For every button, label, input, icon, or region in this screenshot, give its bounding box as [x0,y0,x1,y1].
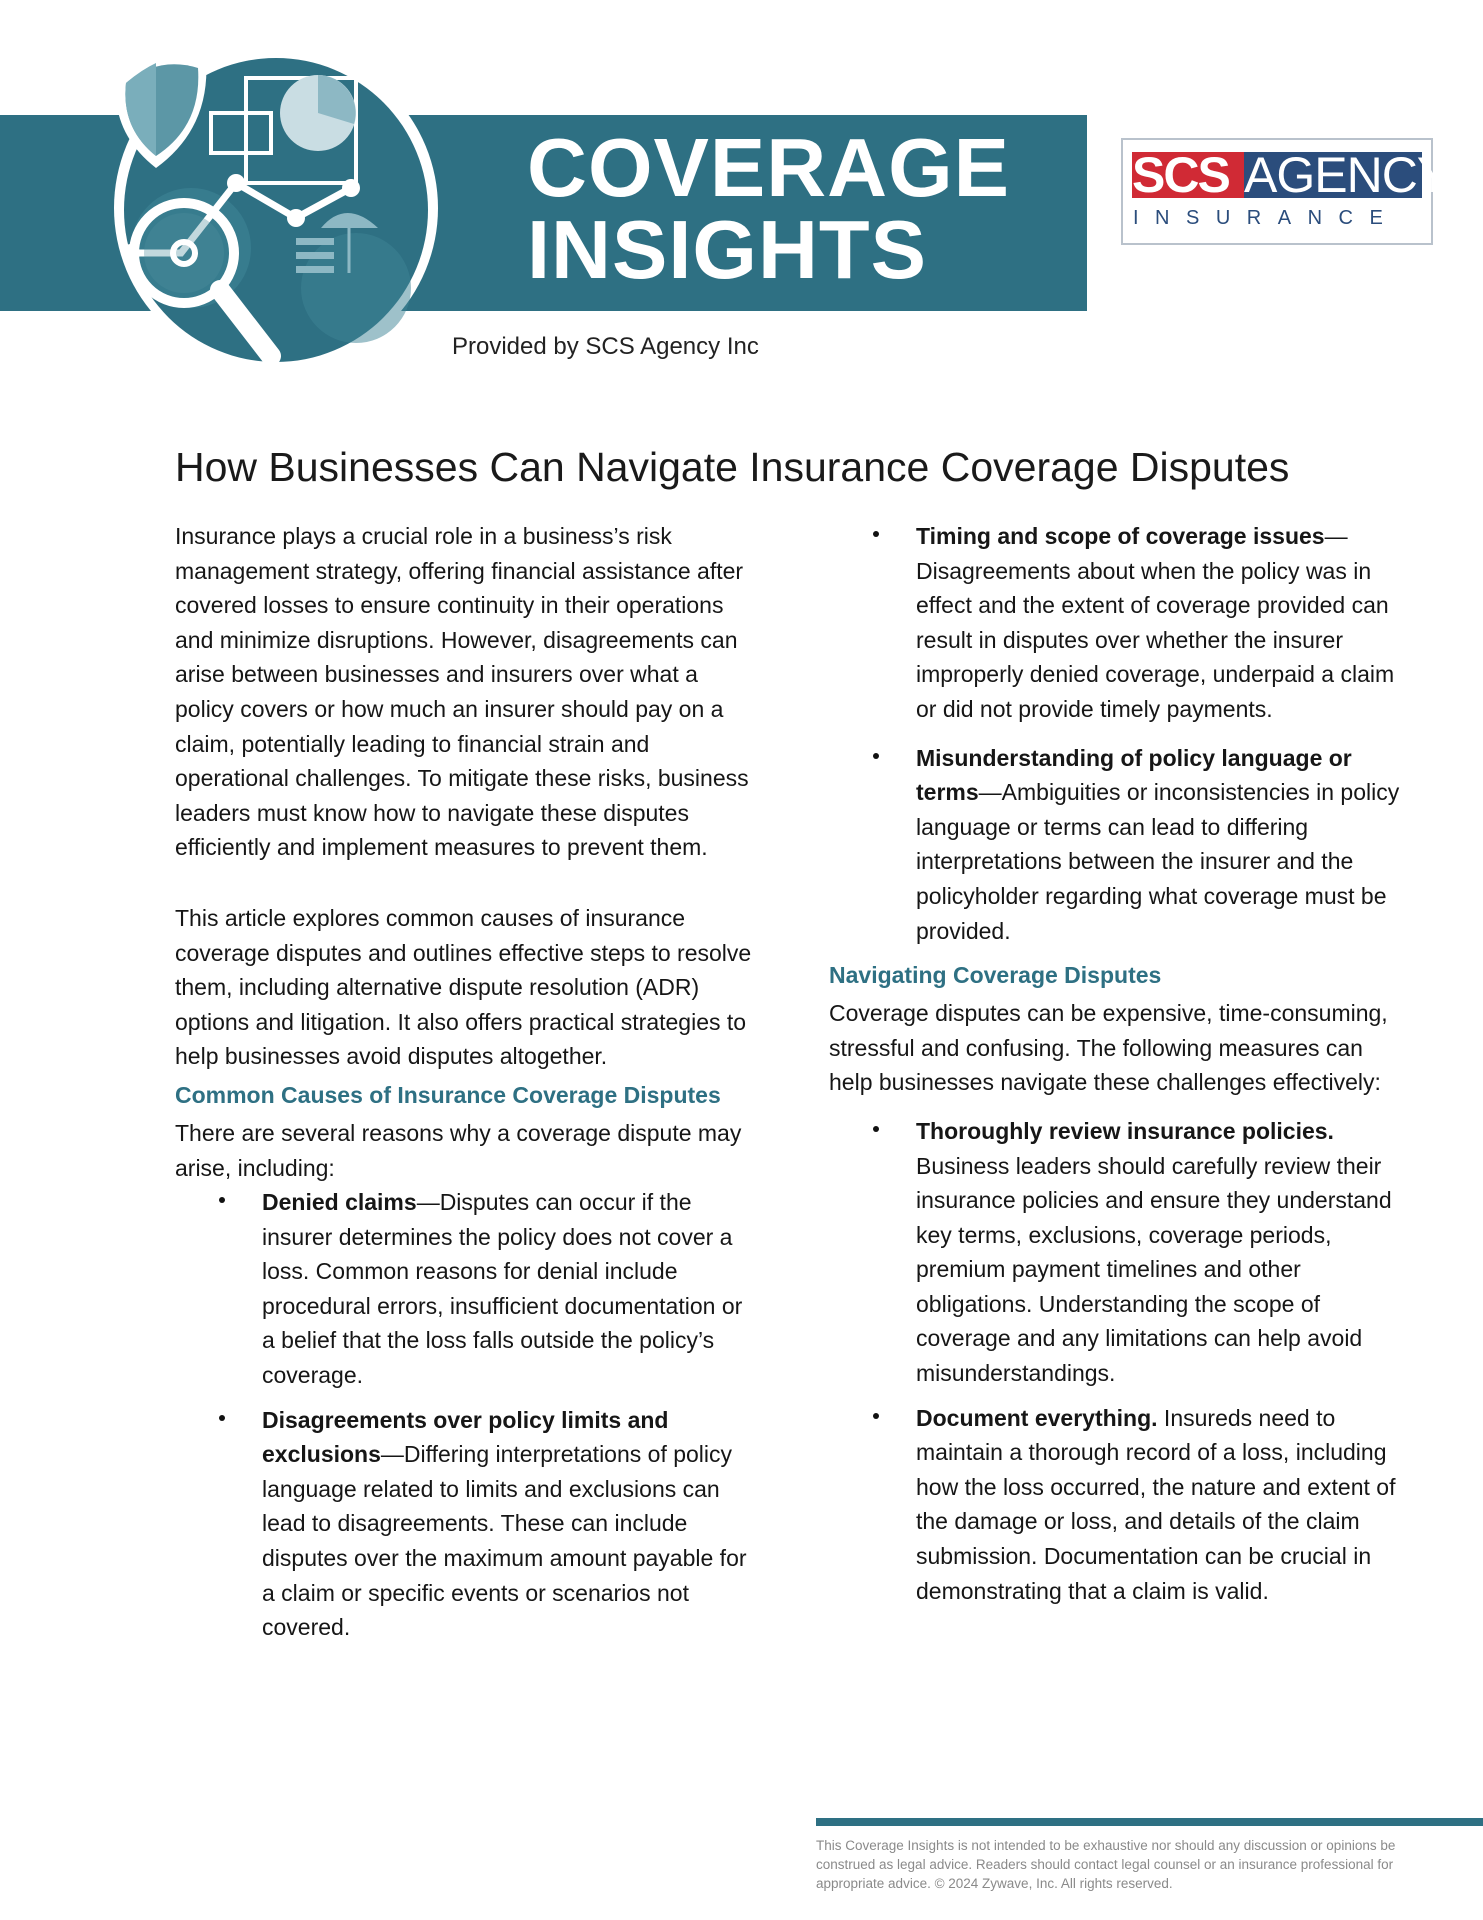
banner-title [527,121,1011,296]
article-title: How Businesses Can Navigate Insurance Coverage Disputes [175,444,1290,490]
bullet-lead: Misunderstanding of policy language or terms [916,744,1352,806]
bullet-text: —Disputes can occur if the insurer determines the policy does not cover a loss. Common reasons for denial include procedural errors, insufficient documentation or a belief that the loss falls outside the policy’s coverage. [262,1189,743,1389]
causes-list [175,1185,755,1645]
list-item [829,1114,1409,1391]
bullet-text: Business leaders should carefully review their insurance policies and ensure they understand key terms, exclusions, coverage periods, premium payment timelines and other obligations. Understanding the scope of coverage and any limitations can help avoid misunderstandings. [916,1152,1392,1387]
bullet-icon [873,531,879,537]
bullet-lead: Disagreements over policy limits and exclusions [262,1406,669,1468]
bullet-lead: Denied claims [262,1189,417,1216]
bullet-lead: Timing and scope of coverage issues [916,523,1325,549]
causes-heading: Common Causes of Insurance Coverage Disputes [175,1081,721,1108]
list-item [829,741,1409,949]
causes-intro: There are several reasons why a coverage dispute may arise, including: [175,1119,742,1181]
coverage-insights-emblem-icon [96,38,496,398]
footer-disclaimer: This Coverage Insights is not intended to be exhaustive nor should any discussion or opinions be construed as legal advice. Readers should contact legal counsel or an insurance professional for appropriate advice. © 2024 Zywave, Inc. All rights reserved. [816,1838,1396,1891]
bullet-text: —Differing interpretations of policy language related to limits and exclusions can lead to disagreements. These can include disputes over the maximum amount payable for a claim or specific events or scenarios not covered. [262,1441,747,1641]
provided-by: Provided by SCS Agency Inc [452,333,759,360]
scs-agency-logo [1121,138,1450,245]
logo-insurance-text: INSURANCE [1133,207,1400,229]
navigating-intro: Coverage disputes can be expensive, time-consuming, stressful and confusing. The following measures can help businesses navigate these challenges effectively: [829,1000,1388,1096]
list-item [175,1185,755,1393]
bullet-icon [873,1413,879,1419]
intro-paragraph-2: This article explores common causes of insurance coverage disputes and outlines effective steps to resolve them, including alternative dispute resolution (ADR) options and litigation. It also offers practical strategies to help businesses avoid disputes altogether. [175,904,752,1070]
causes-list-continued [829,519,1409,948]
left-column [175,519,755,1655]
bullet-lead: Document everything. [916,1404,1158,1431]
logo-agency-text: AGENCY [1244,147,1450,203]
list-item [829,519,1409,727]
right-column [829,519,1409,1618]
footer-divider [816,1818,1483,1826]
bullet-lead: Thoroughly review insurance policies. [916,1117,1334,1144]
bullet-icon [873,753,879,759]
list-item [829,1401,1409,1609]
bullet-text: —Ambiguities or inconsistencies in policy language or terms can lead to differing interpretations between the insurer and the policyholder regarding what coverage must be provided. [916,779,1400,944]
list-item [175,1403,755,1645]
navigating-list [829,1114,1409,1608]
bullet-text: —Disagreements about when the policy was in effect and the extent of coverage provided can result in disputes over whether the insurer improperly denied coverage, underpaid a claim or did not provide timely payments. [916,523,1395,722]
bullet-icon [873,1126,879,1132]
bullet-icon [219,1197,225,1203]
banner-line-1: COVERAGE [527,121,1011,214]
navigating-heading: Navigating Coverage Disputes [829,962,1162,989]
bullet-text: Insureds need to maintain a thorough record of a loss, including how the loss occurred, the nature and extent of the damage or loss, and details of the claim submission. Documentation can be crucial in demonstrating that a claim is valid. [916,1404,1396,1604]
banner-line-2: INSIGHTS [527,203,927,296]
bullet-icon [219,1415,225,1421]
logo-scs-text: SCS [1132,152,1244,198]
intro-paragraph-1: Insurance plays a crucial role in a business’s risk management strategy, offering financial assistance after covered losses to ensure continuity in their operations and minimize disruptions. However, disagreements can arise between businesses and insurers over what a policy covers or how much an insurer should pay on a claim, potentially leading to financial strain and operational challenges. To mitigate these risks, business leaders must know how to navigate these disputes efficiently and implement measures to prevent them. [175,523,749,861]
